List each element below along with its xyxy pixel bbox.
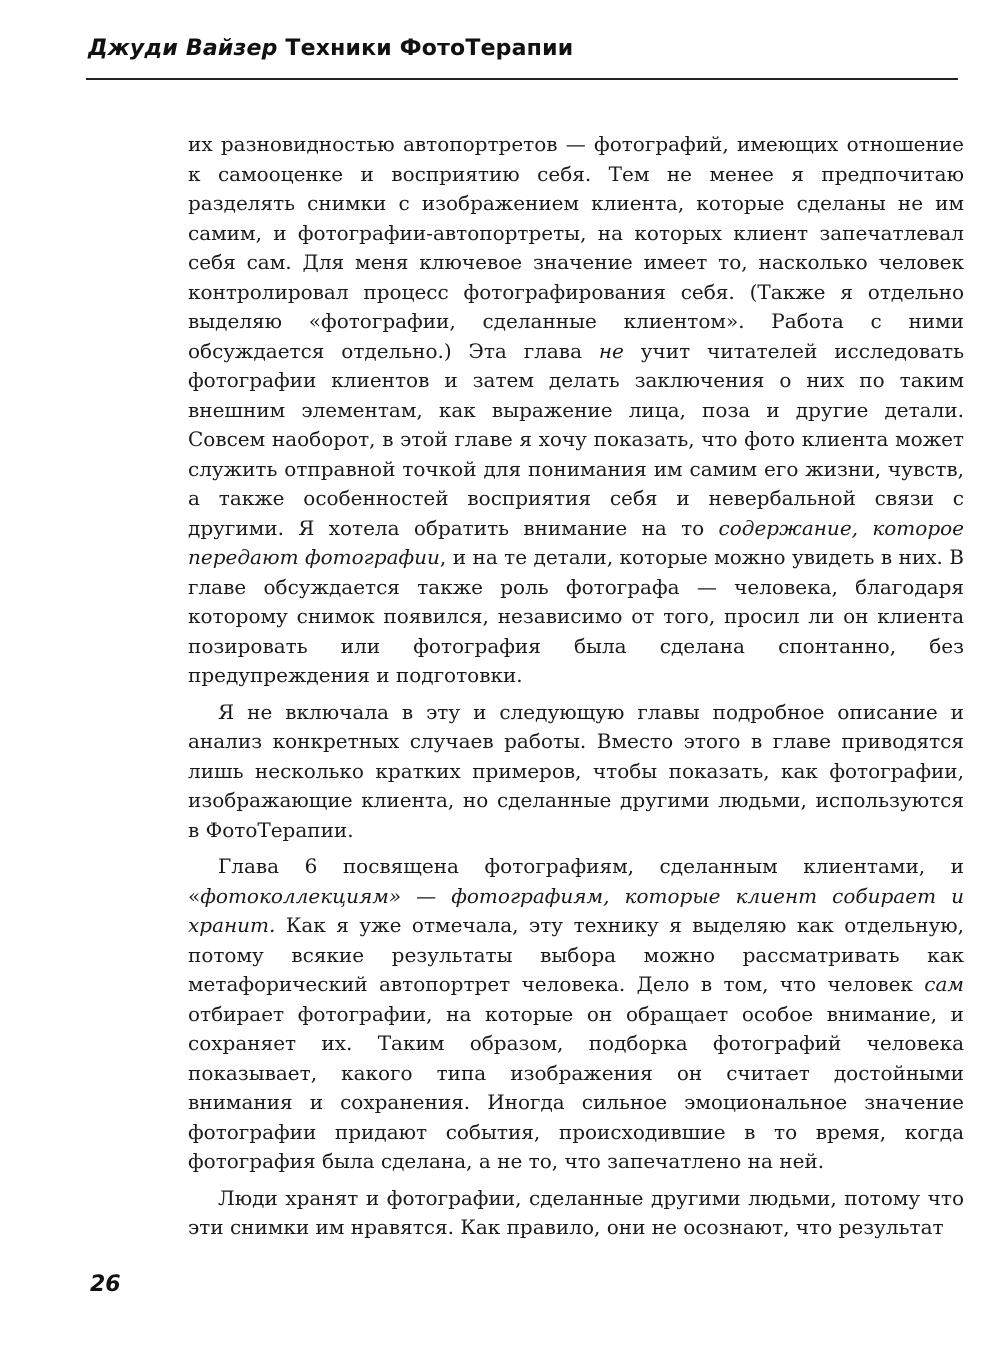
paragraph-3-text-b: Как я уже отмечала, эту технику я выделяю как отдельную, потому всякие результаты выбора можно рассматривать как метафорический автопортрет человека. Дело в том, что человек [188,913,964,996]
paragraph-3-text-a: Глава 6 посвящена фотографиям, сделанным клиентами, и « [188,854,964,908]
paragraph-1-emphasis-a: не [598,338,624,363]
paragraph-1-text-a: их разновидностью автопортретов — фотографий, имеющих отношение к самооценке и восприятию себя. Тем не менее я предпочитаю разделять снимки с изображением клиента, которые сделаны не им самим, и фотографии-автопортреты, на которых клиент запечатлевал себя сам. Для меня ключевое значение имеет то, насколько человек контролировал процесс фотографирования себя. (Также я отдельно выделяю «фотографии, сделанные клиентом». Работа с ними обсуждается отдельно.) Эта глава [188,132,964,363]
running-head [88,36,573,61]
body-text [188,130,964,1250]
paragraph-1-text-c: , и на те детали, которые можно увидеть в них. В главе обсуждается также роль фотографа — человека, благодаря которому снимок появился, независимо от того, просил ли он клиента позировать или фотография была сделана спонтанно, без предупреждения и подготовки. [188,545,964,687]
page-number: 26 [90,1272,121,1297]
header-author: Джуди Вайзер [88,36,278,61]
paragraph-3 [188,852,964,1177]
paragraph-2: Я не включала в эту и следующую главы подробное описание и анализ конкретных случаев работы. Вместо этого в главе приводятся лишь несколько кратких примеров, чтобы показать, как фотографии, изображающие клиента, но сделанные другими людьми, используются в ФотоТерапии. [188,699,964,842]
paragraph-3-emphasis-b: сам [924,972,964,996]
paragraph-1-emphasis-b: содержание, которое передают фотографии [188,515,964,569]
paragraph-4: Люди хранят и фотографии, сделанные другими людьми, потому что эти снимки им нравятся. Как правило, они не осознают, что результат [188,1185,964,1239]
paragraph-1 [188,130,964,691]
paragraph-3-text-c: отбирает фотографии, на которые он обращает особое внимание, и сохраняет их. Таким образом, подборка фотографий человека показывает, какого типа изображения он считает достойными внимания и сохранения. Иногда сильное эмоциональное значение фотографии придают события, происходившие в то время, когда фотография была сделана, а не то, что запечатлено на ней. [188,1001,964,1173]
paragraph-3-emphasis-a: фотоколлекциям» — фотографиям, которые клиент собирает и хранит. [188,883,964,937]
header-book-title: Техники ФотоТерапии [285,36,574,61]
paragraph-1-text-b: учит читателей исследовать фотографии клиентов и затем делать заключения о них по таким внешним элементам, как выражение лица, поза и другие детали. Совсем наоборот, в этой главе я хочу показать, что фото клиента может служить отправной точкой для понимания им самим его жизни, чувств, а также особенностей восприятия себя и невербальной связи с другими. Я хотела обратить внимание на то [188,338,964,540]
header-rule [86,78,958,80]
